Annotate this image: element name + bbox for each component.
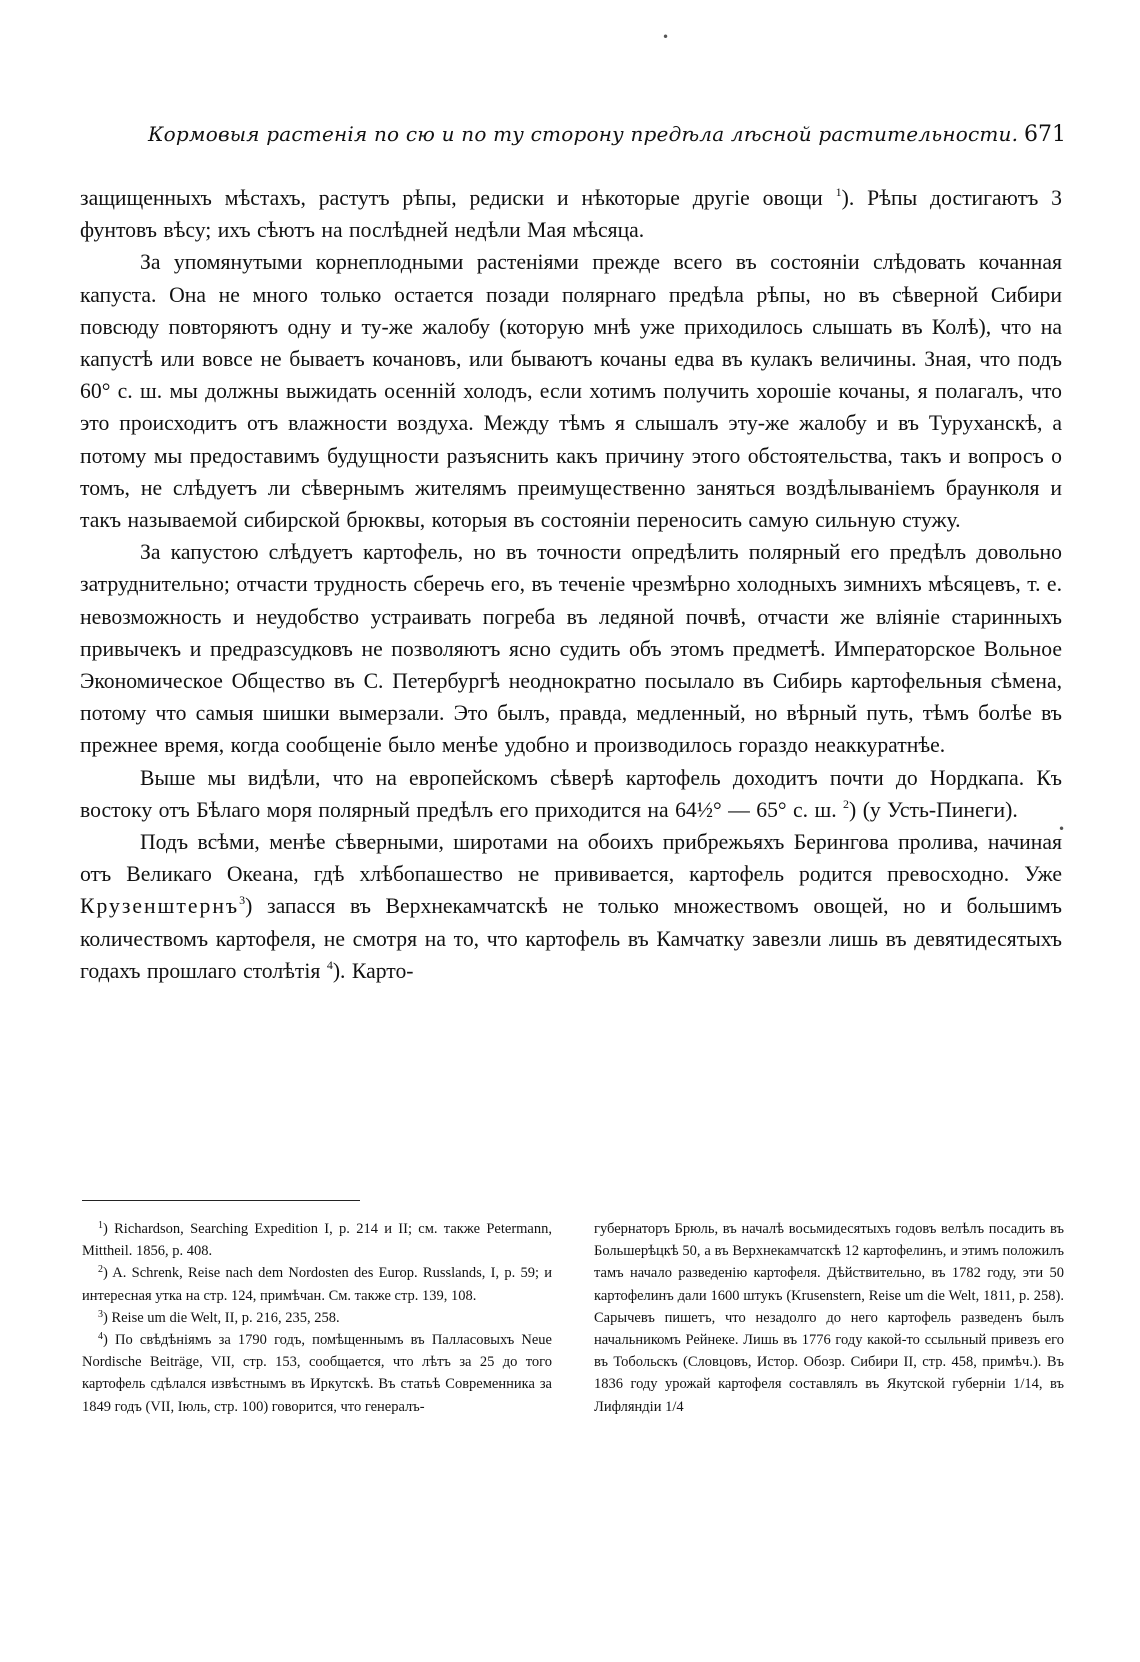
paragraph bbox=[80, 182, 1062, 246]
body-text bbox=[80, 182, 1062, 987]
text-run: ) запасся въ Верхнекамчатскѣ не только множествомъ овощей, но и большимъ количествомъ картофеля, не смотря на то, что картофель въ Камчатку завезли лишь въ девятидесятыхъ годахъ прошлаго столѣтія bbox=[80, 894, 1062, 983]
text-run: Подъ всѣми, менѣе сѣверными, широтами на обоихъ прибрежьяхъ Берингова пролива, начиная отъ Великаго Океана, гдѣ хлѣбопашество не прививается, картофель родится превосходно. Уже bbox=[80, 830, 1062, 887]
footnote bbox=[82, 1329, 552, 1418]
footnotes-right-column bbox=[594, 1218, 1064, 1418]
footnote-mark: 3 bbox=[98, 1308, 103, 1320]
footnote-mark: 1 bbox=[98, 1220, 103, 1231]
footnotes bbox=[82, 1218, 1064, 1418]
footnote-rule bbox=[82, 1200, 360, 1201]
paragraph bbox=[80, 762, 1062, 826]
footnote-ref: 3 bbox=[239, 893, 246, 908]
footnote bbox=[82, 1262, 552, 1306]
footnote-ref: 4 bbox=[326, 957, 333, 972]
footnote-text: ) Richardson, Searching Expedition I, p. 214 и II; см. также Petermann, Mittheil. 1856, p. 408. bbox=[82, 1221, 552, 1260]
paragraph: За упомянутыми корнеплодными растеніями прежде всего въ состояніи слѣдовать кочанная капуста. Она не много только остается позади полярнаго предѣла рѣпы, но въ сѣверной Сибири повсюду повторяютъ одну и ту-же жалобу (которую мнѣ уже приходилось слышать въ Колѣ), что на капустѣ или вовсе не бываетъ кочановъ, или бываютъ кочаны едва въ кулакъ величины. Зная, что подъ 60° с. ш. мы должны выжидать осеннiй холодъ, если хотимъ получить хорошіе кочаны, я полагалъ, что это происходитъ отъ влажности воздуха. Между тѣмъ я слышалъ эту-же жалобу и въ Туруханскѣ, а потому мы предоставимъ будущности разъяснить какъ причину этого обстоятельства, такъ и вопросъ о томъ, не слѣдуетъ ли сѣвернымъ жителямъ преимущественно заняться воздѣлываніемъ браунколя и такъ называемой сибирской брюквы, которыя въ состояніи переносить самую сильную стужу. bbox=[80, 250, 1062, 533]
footnote-text: ) Reise um die Welt, II, p. 216, 235, 258. bbox=[103, 1309, 340, 1326]
footnote-text: ) A. Schrenk, Reise nach dem Nordosten des Europ. Russlands, I, p. 59; и интересная утка на стр. 124, примѣчан. См. также стр. 139, 108. bbox=[82, 1265, 552, 1304]
footnotes-left-column bbox=[82, 1218, 552, 1418]
paragraph bbox=[80, 826, 1062, 987]
text-run: ). Рѣпы достигаютъ 3 фунтовъ вѣсу; ихъ сѣютъ на послѣдней недѣли Мая мѣсяца. bbox=[80, 186, 1063, 243]
scan-speck: • bbox=[1058, 822, 1066, 836]
scan-speck: • bbox=[662, 30, 670, 44]
footnote-mark: 2 bbox=[98, 1264, 103, 1276]
footnote bbox=[82, 1218, 552, 1262]
text-run: ) (у Усть-Пинеги). bbox=[849, 797, 1018, 822]
footnote-mark: 4 bbox=[98, 1331, 103, 1343]
paragraph: За капустою слѣдуетъ картофель, но въ точности опредѣлить полярный его предѣлъ довольно затруднительно; отчасти трудность сберечь его, въ теченіе чрезмѣрно холодныхъ зимнихъ мѣсяцевъ, т. е. невозможность и неудобство устраивать погреба въ ледяной почвѣ, отчасти же вліяніе старинныхъ привычекъ и предразсудковъ не позволяютъ ясно судить объ этомъ предметѣ. Императорское Вольное Экономическое Общество въ С. Петербургѣ неоднократно посылало въ Сибирь картофельныя сѣмена, потому что самыя шишки вымерзали. Это былъ, правда, медленный, но вѣрный путь, тѣмъ болѣе въ прежнее время, когда сообщеніе было менѣе удобно и производилось гораздо неаккуратнѣе. bbox=[80, 540, 1062, 758]
text-run: защищенныхъ мѣстахъ, растутъ рѣпы, редиски и нѣкоторые другіе овощи bbox=[80, 186, 836, 210]
text-run: Выше мы видѣли, что на европейскомъ сѣверѣ картофель доходитъ почти до Нордкапа. Къ востоку отъ Бѣлаго моря полярный предѣлъ его приходится на 64½° — 65° с. ш. bbox=[80, 765, 1062, 822]
spaced-name: Крузенштернъ bbox=[80, 894, 240, 919]
footnote bbox=[82, 1307, 552, 1329]
running-title: Кормовыя растенія по сю и по ту сторону предѣла лѣсной растительности. bbox=[148, 122, 1019, 146]
text-run: ). Карто- bbox=[332, 958, 414, 983]
footnote-text: ) По свѣдѣніямъ за 1790 годъ, помѣщеннымъ въ Палласовыхъ Neue Nordische Beiträge, VII, стр. 153, сообщается, что лѣтъ за 25 до того картофель сдѣлался извѣстнымъ въ Иркутскѣ. Въ статьѣ Современника за 1849 годъ (VII, Іюль, стр. 100) говорится, что генералъ- bbox=[82, 1332, 552, 1415]
page-number: 671 bbox=[1024, 122, 1066, 147]
footnote-continuation: губернаторъ Брюль, въ началѣ восьмидесятыхъ годовъ велѣлъ посадить въ Большерѣцкѣ 50, а въ Верхнекамчатскѣ 12 картофелинъ, и этимъ положилъ тамъ начало разведенію картофеля. Дѣйствительно, въ 1782 году, эти 50 картофелинъ дали 1600 штукъ (Krusenstern, Reise um die Welt, 1811, p. 258). Сарычевъ пишетъ, что незадолго до него картофель разведенъ былъ начальникомъ Рейнеке. Лишь въ 1776 году какой-то ссыльный привезъ его въ Тобольскъ (Словцовъ, Истор. Обозр. Сибири II, стр. 458, примѣч.). Въ 1836 году урожай картофеля составлялъ въ Якутской губерніи 1/14, въ Лифляндіи 1/4 bbox=[594, 1221, 1064, 1415]
footnote-ref: 2 bbox=[843, 796, 850, 811]
page-header bbox=[148, 122, 1066, 154]
footnote-ref: 1 bbox=[835, 185, 842, 199]
